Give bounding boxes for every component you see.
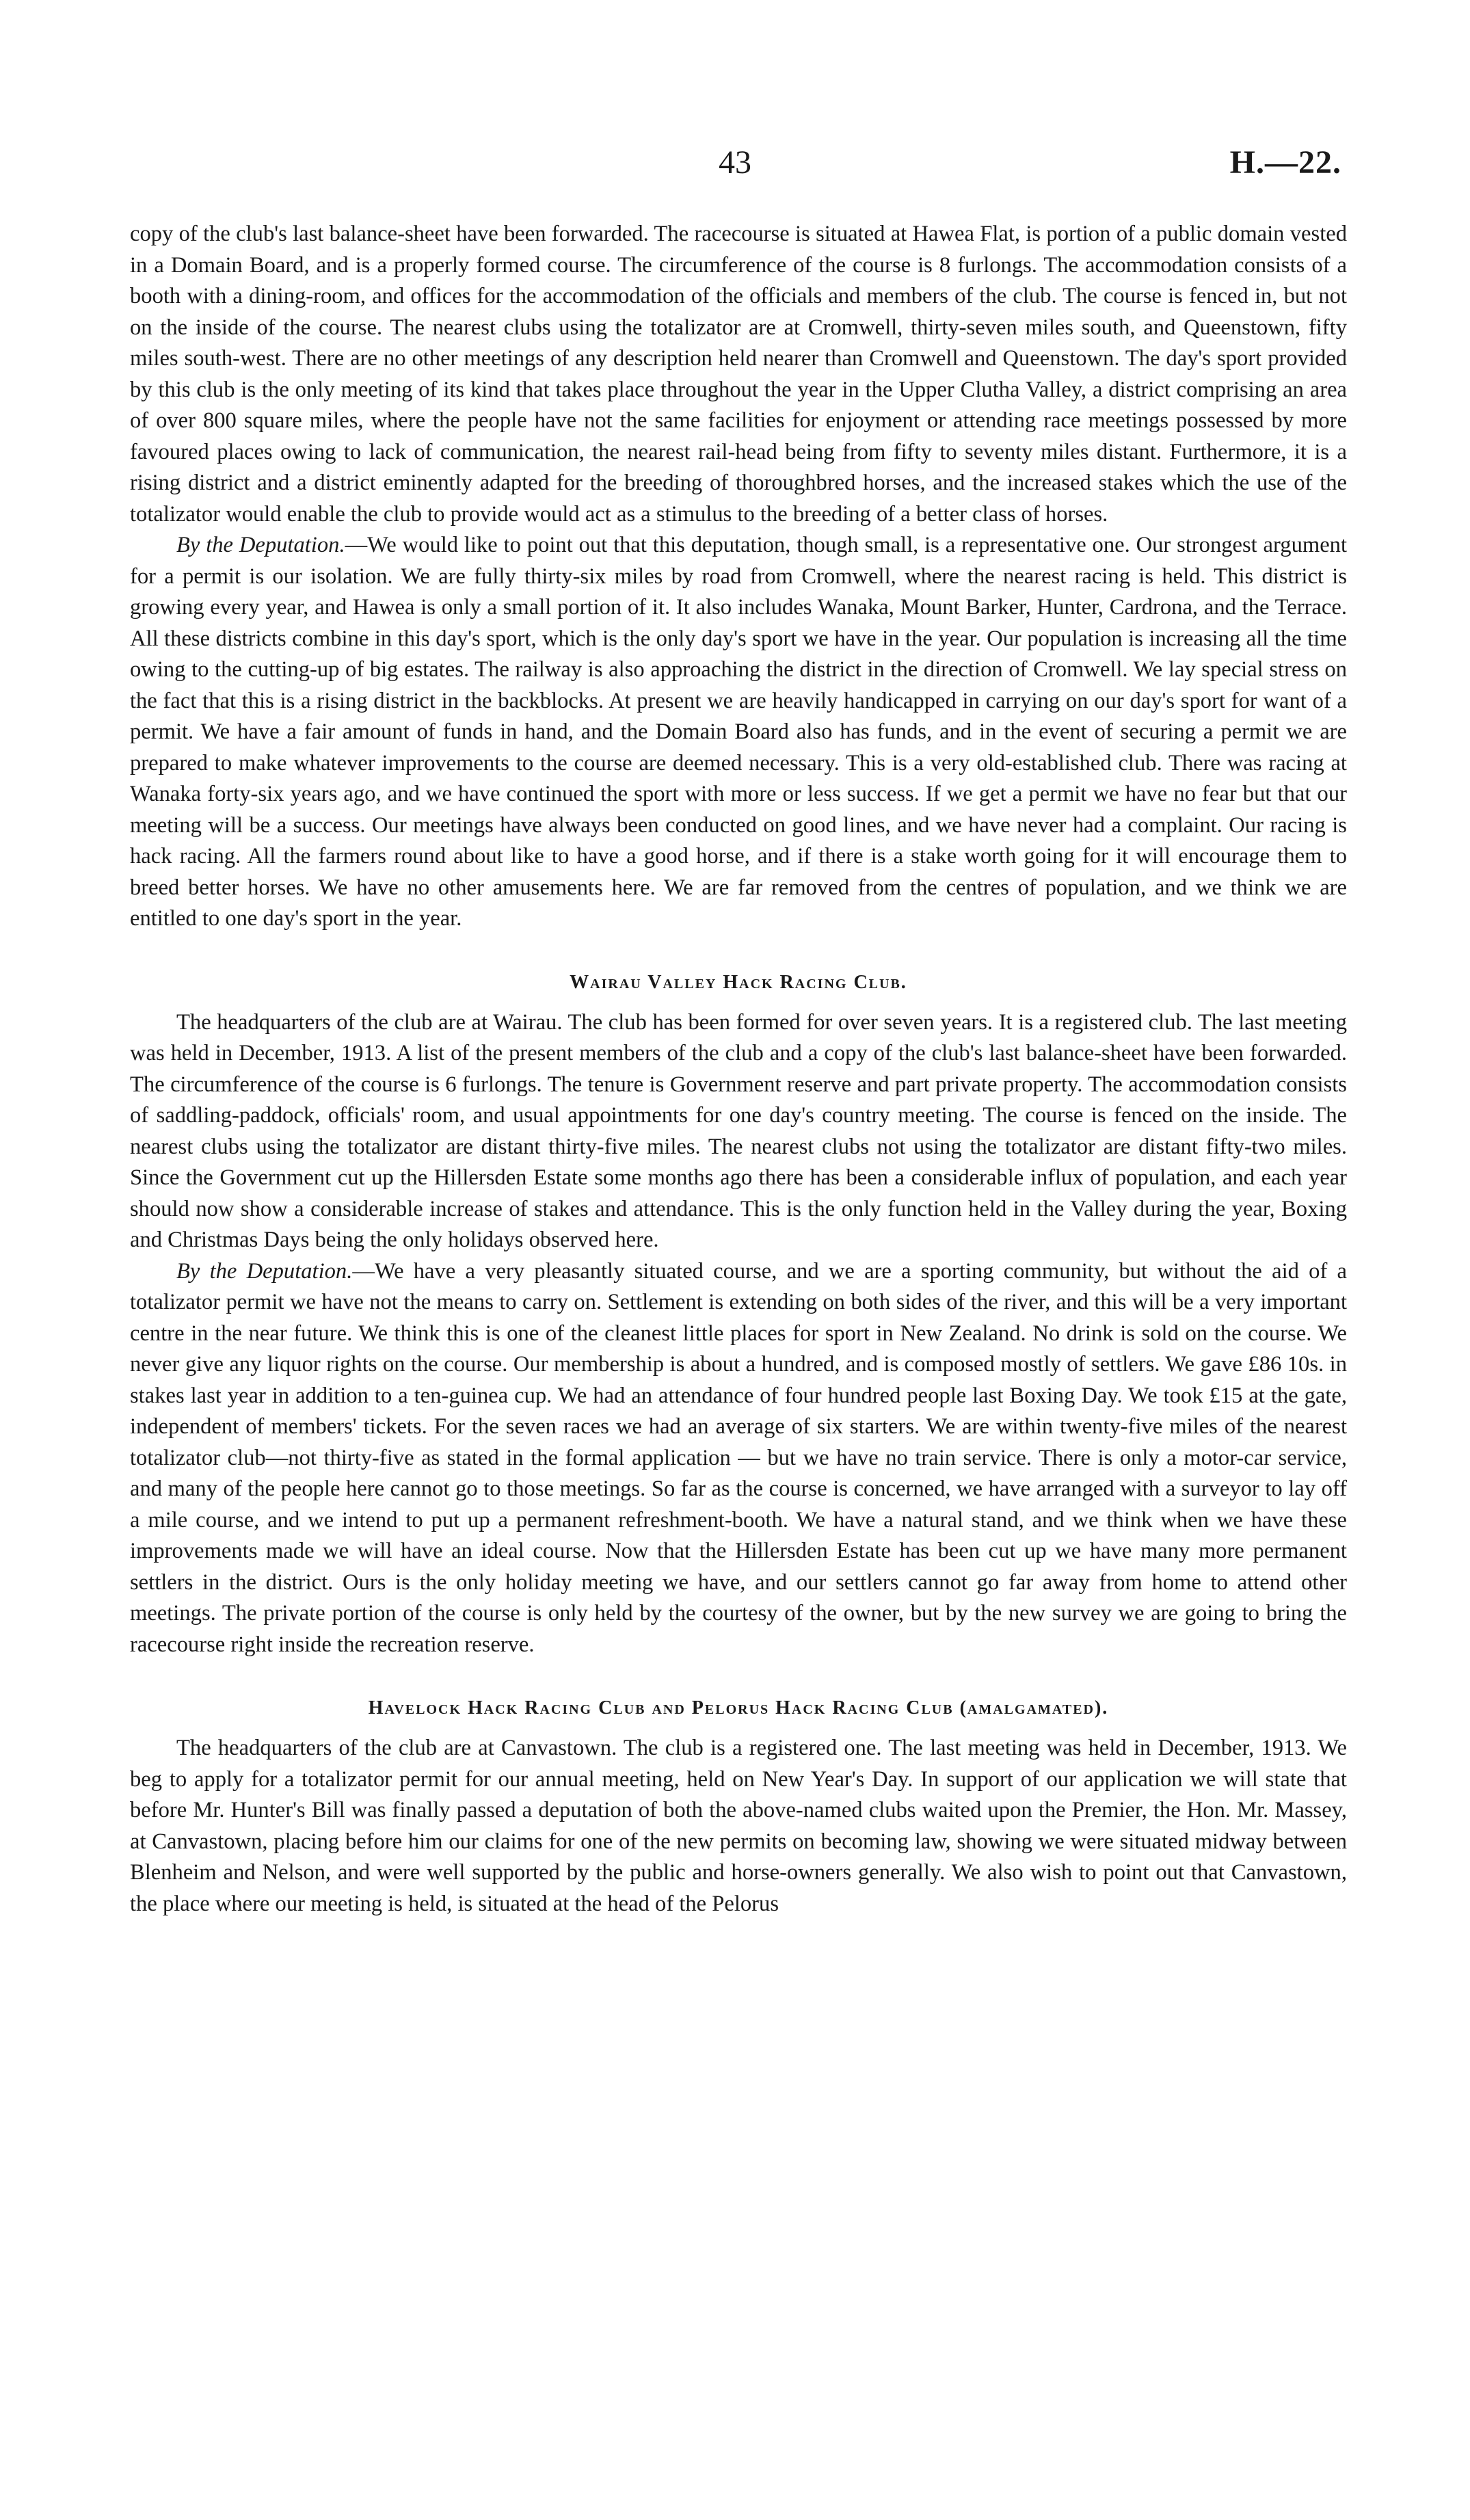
paragraph [130,1256,1347,1661]
document-reference: H.—22. [1229,144,1341,181]
paragraph [130,219,1347,530]
deputation-lead: By the Deputation. [176,533,345,557]
paragraph [130,1733,1347,1920]
page-number: 43 [719,144,751,181]
body-text [130,219,1347,1920]
paragraph-text: —We would like to point out that this deputation, though small, is a representative one. Our strongest argument for a permit is our isolation. We are fully thirty-six miles by road from Cromwell, where the nearest racing is held. This district is growing every year, and Hawea is only a small portion of it. It also includes Wanaka, Mount Barker, Hunter, Cardrona, and the Terrace. All these districts combine in this day's sport, which is the only day's sport we have in the year. Our population is increasing all the time owing to the cutting-up of big estates. The railway is also approaching the district in the direction of Cromwell. We lay special stress on the fact that this is a rising district in the backblocks. At present we are heavily handicapped in carrying on our day's sport for want of a permit. We have a fair amount of funds in hand, and the Domain Board also has funds, and in the event of securing a permit we are prepared to make whatever improvements to the course are deemed necessary. This is a very old-established club. There was racing at Wanaka forty-six years ago, and we have continued the sport with more or less success. If we get a permit we have no fear but that our meeting will be a success. Our meetings have always been conducted on good lines, and we have never had a complaint. Our racing is hack racing. All the farmers round about like to have a good horse, and if there is a stake worth going for it will encourage them to breed better horses. We have no other amusements here. We are far removed from the centres of population, and we think we are entitled to one day's sport in the year. [130,533,1347,931]
paragraph-text: —We have a very pleasantly situated course, and we are a sporting community, but without the aid of a totalizator permit we have not the means to carry on. Settlement is extending on both sides of the river, and this will be a very important centre in the near future. We think this is one of the cleanest little places for sport in New Zealand. No drink is sold on the course. We never give any liquor rights on the course. Our membership is about a hundred, and is composed mostly of settlers. We gave £86 10s. in stakes last year in addition to a ten-guinea cup. We had an attendance of four hundred people last Boxing Day. We took £15 at the gate, independent of members' tickets. For the seven races we had an average of six starters. We are within twenty-five miles of the nearest totalizator club—not thirty-five as stated in the formal application — but we have no train service. There is only a motor-car service, and many of the people here cannot go to those meetings. So far as the course is concerned, we have arranged with a surveyor to lay off a mile course, and we intend to put up a permanent refreshment-booth. We have a natural stand, and we think when we have these improvements made we will have an ideal course. Now that the Hillersden Estate has been cut up we have many more permanent settlers in the district. Ours is the only holiday meeting we have, and our settlers cannot go far away from home to attend other meetings. The private portion of the course is only held by the courtesy of the owner, but by the new survey we are going to bring the racecourse right inside the recreation reserve. [130,1258,1347,1657]
paragraph-text: The headquarters of the club are at Canvastown. The club is a registered one. The last meeting was held in December, 1913. We beg to apply for a totalizator permit for our annual meeting, held on New Year's Day. In support of our application we will state that before Mr. Hunter's Bill was finally passed a deputation of both the above-named clubs waited upon the Premier, the Hon. Mr. Massey, at Canvastown, placing before him our claims for one of the new permits on becoming law, showing we were situated midway between Blenheim and Nelson, and were well supported by the public and horse-owners generally. We also wish to point out that Canvastown, the place where our meeting is held, is situated at the head of the Pelorus [130,1736,1347,1916]
paragraph [130,1007,1347,1256]
section-heading-wairau: Wairau Valley Hack Racing Club. [570,971,907,993]
section-heading-havelock: Havelock Hack Racing Club and Pelorus Hack Racing Club (amalgamated). [368,1697,1109,1719]
paragraph-text: The headquarters of the club are at Wairau. The club has been formed for over seven years. It is a registered club. The last meeting was held in December, 1913. A list of the present members of the club and a copy of the club's last balance-sheet have been forwarded. The circumference of the course is 6 furlongs. The tenure is Government reserve and part private property. The accommodation consists of saddling-paddock, officials' room, and usual appointments for one day's country meeting. The course is fenced on the inside. The nearest clubs using the totalizator are distant thirty-five miles. The nearest clubs not using the totalizator are distant fifty-two miles. Since the Government cut up the Hillersden Estate some months ago there has been a considerable influx of population, and each year should now show a considerable increase of stakes and attendance. This is the only function held in the Valley during the year, Boxing and Christmas Days being the only holidays observed here. [130,1009,1347,1252]
paragraph [130,530,1347,935]
paragraph-text: copy of the club's last balance-sheet have been forwarded. The racecourse is situated at Hawea Flat, is portion of a public domain vested in a Domain Board, and is a properly formed course. The circumference of the course is 8 furlongs. The accommodation consists of a booth with a dining-room, and offices for the accommodation of the officials and members of the club. The course is fenced in, but not on the inside of the course. The nearest clubs using the totalizator are at Cromwell, thirty-seven miles south, and Queenstown, fifty miles south-west. There are no other meetings of any description held nearer than Cromwell and Queenstown. The day's sport provided by this club is the only meeting of its kind that takes place throughout the year in the Upper Clutha Valley, a district comprising an area of over 800 square miles, where the people have not the same facilities for enjoyment or attending race meetings possessed by more favoured places owing to lack of communication, the nearest rail-head being from fifty to seventy miles distant. Furthermore, it is a rising district and a district eminently adapted for the breeding of thoroughbred horses, and the increased stakes which the use of the totalizator would enable the club to provide would act as a stimulus to the breeding of a better class of horses. [130,222,1347,527]
page-header [0,144,1470,191]
deputation-lead: By the Deputation. [176,1258,353,1284]
